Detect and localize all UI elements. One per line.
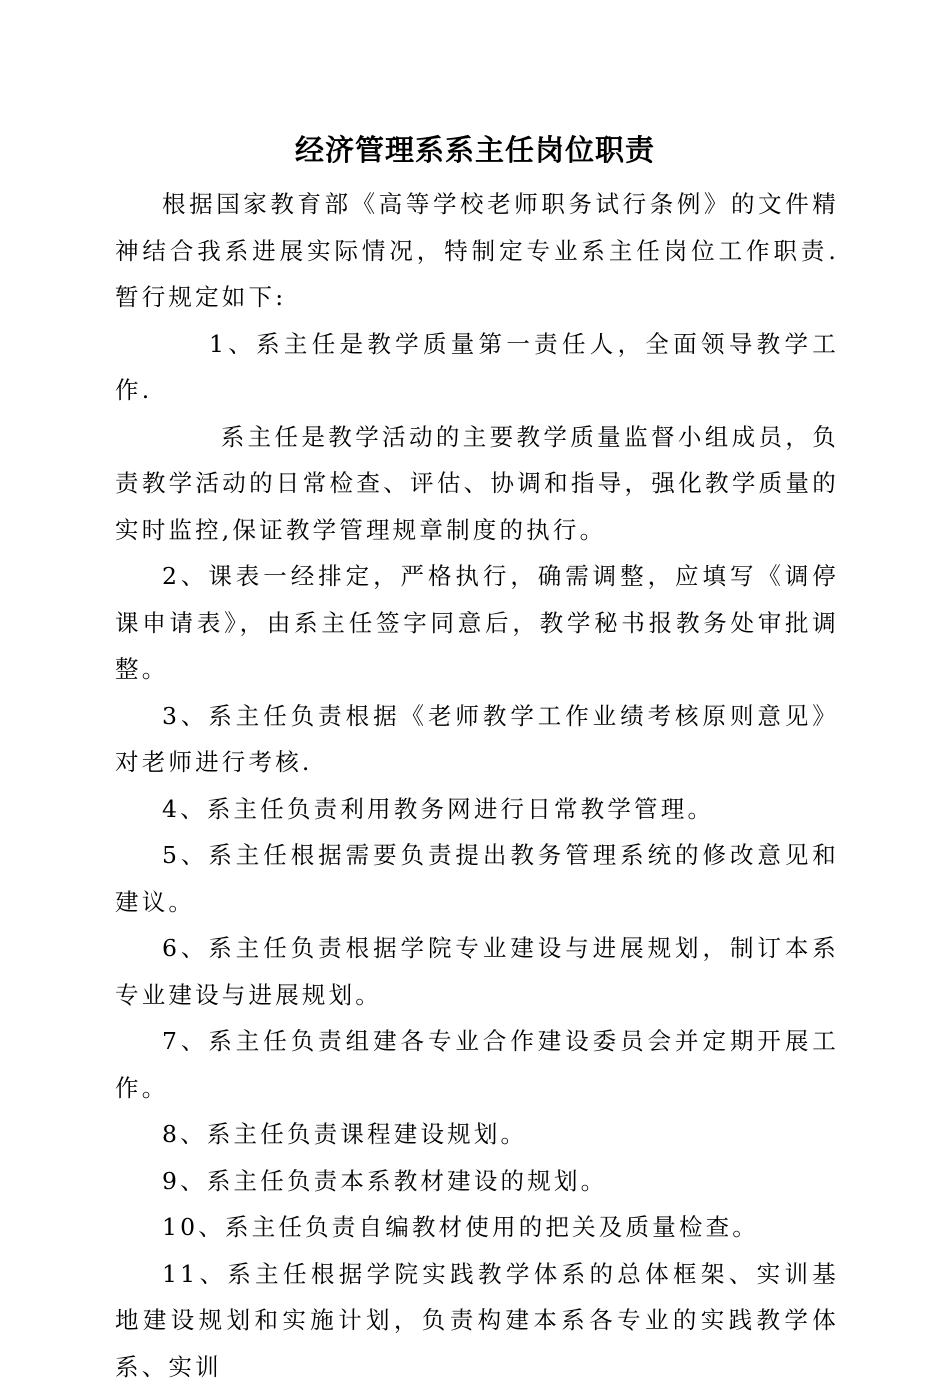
- paragraph-item-7: 7、系主任负责组建各专业合作建设委员会并定期开展工作。: [115, 1018, 839, 1111]
- document-body: [115, 181, 839, 1390]
- paragraph-item-1-detail: 系主任是教学活动的主要教学质量监督小组成员，负责教学活动的日常检查、评估、协调和指导，强化教学质量的实时监控,保证教学管理规章制度的执行。: [115, 414, 839, 554]
- paragraph-item-8: 8、系主任负责课程建设规划。: [115, 1111, 839, 1158]
- paragraph-item-6: 6、系主任负责根据学院专业建设与进展规划，制订本系专业建设与进展规划。: [115, 925, 839, 1018]
- paragraph-intro: 根据国家教育部《高等学校老师职务试行条例》的文件精神结合我系进展实际情况，特制定专业系主任岗位工作职责.暂行规定如下:: [115, 181, 839, 321]
- paragraph-item-5: 5、系主任根据需要负责提出教务管理系统的修改意见和建议。: [115, 832, 839, 925]
- paragraph-item-3: 3、系主任负责根据《老师教学工作业绩考核原则意见》对老师进行考核.: [115, 693, 839, 786]
- paragraph-item-4: 4、系主任负责利用教务网进行日常教学管理。: [115, 786, 839, 833]
- paragraph-item-2: 2、课表一经排定，严格执行，确需调整，应填写《调停课申请表》，由系主任签字同意后，教学秘书报教务处审批调整。: [115, 553, 839, 693]
- document-title: 经济管理系系主任岗位职责: [0, 128, 950, 172]
- paragraph-item-10: 10、系主任负责自编教材使用的把关及质量检查。: [115, 1204, 839, 1251]
- paragraph-item-1: 1、系主任是教学质量第一责任人，全面领导教学工作.: [115, 321, 839, 414]
- paragraph-item-9: 9、系主任负责本系教材建设的规划。: [115, 1158, 839, 1205]
- paragraph-item-11: 11、系主任根据学院实践教学体系的总体框架、实训基地建设规划和实施计划，负责构建本系各专业的实践教学体系、实训: [115, 1251, 839, 1390]
